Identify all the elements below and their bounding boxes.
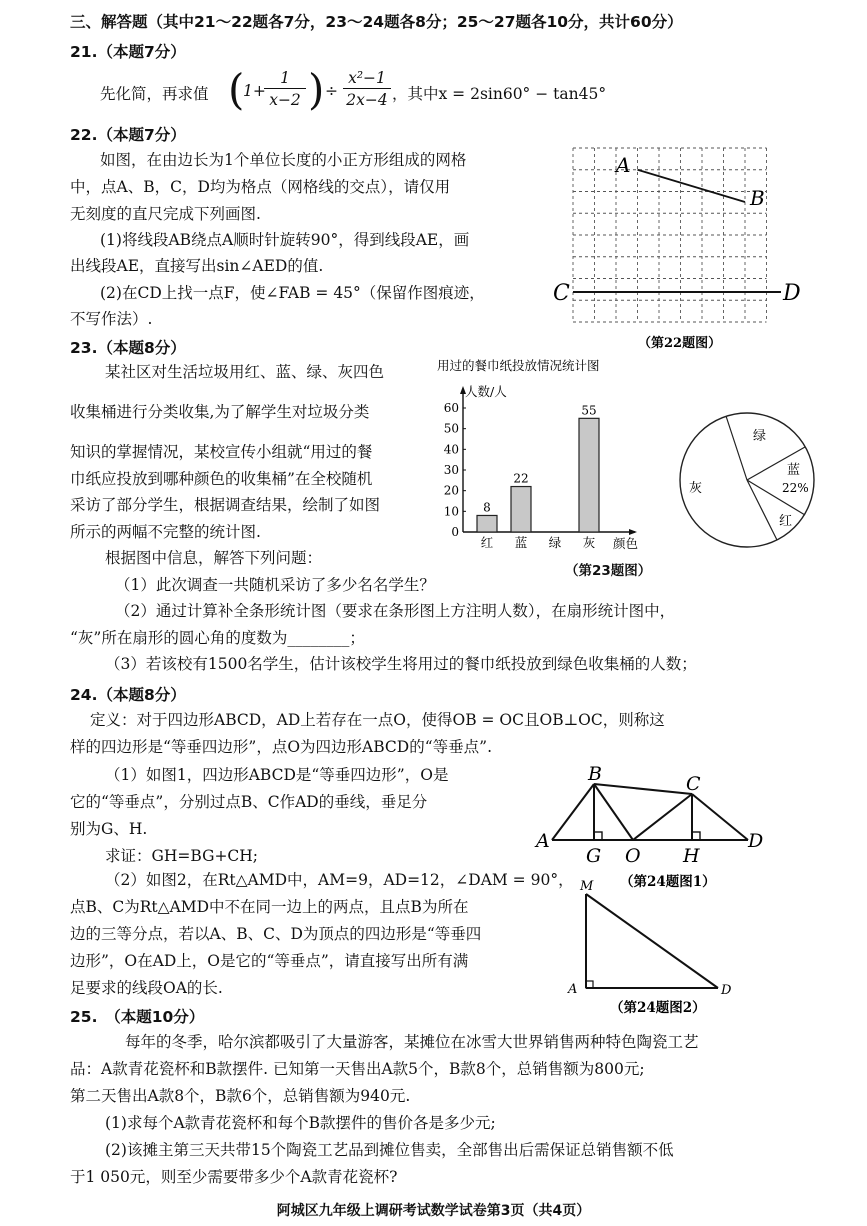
- q21-prefix: 先化简，再求值: [100, 85, 209, 103]
- q22-grid: [573, 148, 767, 322]
- q21-expression: [100, 66, 660, 116]
- q25-text: [70, 1032, 860, 1192]
- q23-line: “灰”所在扇形的圆心角的度数为________；: [70, 629, 365, 647]
- q24-header: 24.（本题8分）: [70, 686, 186, 704]
- label-a: A: [536, 830, 550, 852]
- pie-label-blue: 蓝: [787, 463, 801, 478]
- y-tick-label: 30: [443, 463, 459, 477]
- q21-frac1-den: x−2: [264, 88, 306, 111]
- q23-line: 巾纸应投放到哪种颜色的收集桶”在全校随机: [70, 470, 373, 488]
- label-c: C: [553, 281, 570, 306]
- q21-frac2: [343, 68, 391, 111]
- label-b: B: [750, 186, 765, 210]
- q24-part1-line: 它的“等垂点”，分别过点B、C作AD的垂线，垂足分: [70, 793, 428, 811]
- q22-line: (2)在CD上找一点F，使∠FAB = 45°（保留作图痕迹，: [100, 284, 485, 302]
- category-label: 灰: [582, 535, 596, 550]
- y-tick-label: 0: [451, 525, 459, 539]
- q21-one-plus: 1+: [243, 82, 266, 100]
- pie-percent-blue: 22%: [782, 481, 809, 495]
- q25-line: 品：A款青花瓷杯和B款摆件. 已知第一天售出A款5个，B款8个，总销售额为800元;: [70, 1060, 645, 1078]
- q25-line: 于1 050元，则至少需要带多少个A款青花瓷杯?: [70, 1168, 398, 1186]
- q22-figure: [550, 140, 810, 355]
- category-label: 红: [480, 535, 494, 550]
- q22-caption: （第22题图）: [638, 336, 722, 351]
- q22-line: 无刻度的直尺完成下列画图.: [70, 205, 261, 223]
- segment-ab: [552, 784, 594, 840]
- bar-chart-bars: [477, 403, 599, 532]
- bar-data-label: 55: [581, 403, 597, 418]
- q25-line: 每年的冬季，哈尔滨都吸引了大量游客，某摊位在冰雪大世界销售两种特色陶瓷工艺: [125, 1033, 699, 1051]
- q23-line: （1）此次调查一共随机采访了多少名名学生？: [115, 576, 435, 594]
- y-tick-label: 10: [443, 504, 459, 519]
- q22-line: 中，点A、B，C，D均为格点（网格线的交点），请仅用: [70, 178, 451, 196]
- pie-label-red: 红: [779, 514, 793, 529]
- q21-left-paren: (: [228, 65, 245, 114]
- q23-line: （3）若该校有1500名学生，估计该校学生将用过的餐巾纸投放到绿色收集桶的人数；: [105, 655, 697, 673]
- bar-data-label: 22: [513, 471, 529, 486]
- segment-bc: [594, 784, 692, 794]
- q24-part2-line: 边的三等分点，若以A、B、C、D为顶点的四边形是“等垂四: [70, 925, 482, 943]
- q24-part1-line: （1）如图1，四边形ABCD是“等垂四边形”，O是: [105, 766, 449, 784]
- q25-line: 第二天售出A款8个，B款6个，总销售额为940元.: [70, 1087, 411, 1105]
- q24-part2-line: 点B、C为Rt△AMD中不在同一边上的两点，且点B为所在: [70, 898, 469, 916]
- pie-label-gray: 灰: [689, 481, 703, 496]
- bar-chart-xlabel: 颜色: [613, 536, 639, 551]
- bar: [579, 418, 599, 532]
- category-label: 绿: [548, 535, 562, 550]
- q25-line: (2)该摊主第三天共带15个陶瓷工艺品到摊位售卖，全部售出后需保证总销售额不低: [105, 1141, 674, 1159]
- q22-line: 出线段AE，直接写出sin∠AED的值.: [70, 257, 324, 275]
- q24-part1-line: 别为G、H.: [70, 820, 148, 838]
- q21-right-paren: ): [308, 65, 325, 114]
- bar-data-label: 8: [483, 500, 491, 515]
- right-angle-a: [586, 981, 593, 988]
- label-g: G: [586, 845, 602, 867]
- q23-pie-chart: [655, 410, 855, 550]
- q22-line: (1)将线段AB绕点A顺时针旋转90°，得到线段AE，画: [100, 231, 470, 249]
- label-d: D: [721, 983, 732, 998]
- y-tick-label: 50: [443, 421, 459, 436]
- q22-text: [70, 150, 550, 340]
- category-label: 蓝: [514, 535, 528, 550]
- q23-caption: （第23题图）: [565, 563, 652, 579]
- pie-divider: [726, 416, 747, 480]
- q24-figure-2: [560, 876, 760, 1016]
- bar-chart-ylabel: 人数/人: [465, 384, 507, 399]
- q23-bar-chart: [425, 356, 655, 556]
- x-axis-arrow: [629, 529, 637, 535]
- q24-part1: [70, 765, 550, 875]
- q23-line: 收集桶进行分类收集,为了解学生对垃圾分类: [70, 403, 370, 421]
- label-c: C: [686, 773, 701, 795]
- q21-frac2-num: x²−1: [348, 69, 386, 87]
- label-m: M: [580, 879, 594, 894]
- label-h: H: [683, 845, 700, 867]
- q21-frac2-den: 2x−4: [343, 88, 391, 111]
- label-d: D: [783, 281, 801, 306]
- q24-fig1-caption: （第24题图1）: [620, 874, 716, 890]
- q25-header: 25. （本题10分）: [70, 1008, 205, 1026]
- q24-figure-1: [530, 762, 770, 892]
- label-d: D: [748, 830, 764, 852]
- q21-frac1-num: 1: [280, 69, 290, 87]
- q23-header: 23.（本题8分）: [70, 339, 186, 357]
- q23-line: 所示的两幅不完整的统计图.: [70, 523, 261, 541]
- q25-line: (1)求每个A款青花瓷杯和每个B款摆件的售价各是多少元;: [105, 1114, 496, 1132]
- right-angle-h: [692, 832, 700, 840]
- q22-line: 如图，在由边长为1个单位长度的小正方形组成的网格: [100, 151, 467, 169]
- q24-part2: [70, 870, 574, 1005]
- section-title: 三、解答题（其中21～22题各7分，23～24题各8分；25～27题各10分，共计60分）: [70, 13, 683, 31]
- right-angle-g: [594, 832, 602, 840]
- pie-label-green: 绿: [753, 429, 767, 444]
- q23-line: （2）通过计算补全条形统计图（要求在条形图上方注明人数），在扇形统计图中，: [115, 602, 676, 620]
- q22-header: 22.（本题7分）: [70, 126, 186, 144]
- page-footer: 阿城区九年级上调研考试数学试卷第3页（共4页）: [276, 1203, 591, 1219]
- y-tick-label: 20: [443, 483, 459, 498]
- q21-frac1: [264, 68, 306, 111]
- q24-fig2-caption: （第24题图2）: [610, 1000, 706, 1016]
- bar-chart-title: 用过的餐巾纸投放情况统计图: [437, 358, 600, 373]
- q21-header: 21.（本题7分）: [70, 43, 186, 61]
- y-tick-label: 60: [443, 401, 459, 415]
- bar: [511, 487, 531, 532]
- bar-chart-categories: [481, 535, 596, 550]
- q23-line: 知识的掌握情况，某校宣传小组就“用过的餐: [70, 443, 373, 461]
- q24-part1-line: 求证：GH=BG+CH;: [105, 847, 259, 865]
- bar: [477, 515, 497, 532]
- q23-line: 采访了部分学生，根据调查结果，绘制了如图: [70, 496, 381, 514]
- q21-suffix: ，其中x = 2sin60° − tan45°: [392, 85, 607, 103]
- q24-definition: [70, 710, 850, 770]
- q24-def-line: 定义：对于四边形ABCD，AD上若存在一点O，使得OB = OC且OB⊥OC，则称这: [90, 711, 665, 729]
- label-o: O: [625, 845, 641, 867]
- q21-div: ÷: [325, 82, 338, 100]
- y-tick-label: 40: [443, 442, 459, 457]
- q24-part2-line: 边形”，O在AD上，O是它的“等垂点”，请直接写出所有满: [70, 952, 469, 970]
- q22-line: 不写作法）.: [70, 310, 153, 328]
- segment-co: [633, 794, 692, 840]
- segment-md: [586, 894, 718, 988]
- q23-line: 根据图中信息，解答下列问题：: [105, 549, 323, 567]
- q24-part2-line: （2）如图2，在Rt△AMD中，AM=9，AD=12，∠DAM = 90°，: [105, 871, 574, 889]
- q24-def-line: 样的四边形是“等垂四边形”，点O为四边形ABCD的“等垂点”.: [70, 738, 492, 756]
- q24-part2-line: 足要求的线段OA的长.: [70, 979, 223, 997]
- label-a: A: [616, 153, 631, 177]
- segment-ab: [638, 170, 746, 202]
- label-a: A: [568, 982, 578, 997]
- q23-line: 某社区对生活垃圾用红、蓝、绿、灰四色: [105, 363, 385, 381]
- label-b: B: [588, 763, 602, 785]
